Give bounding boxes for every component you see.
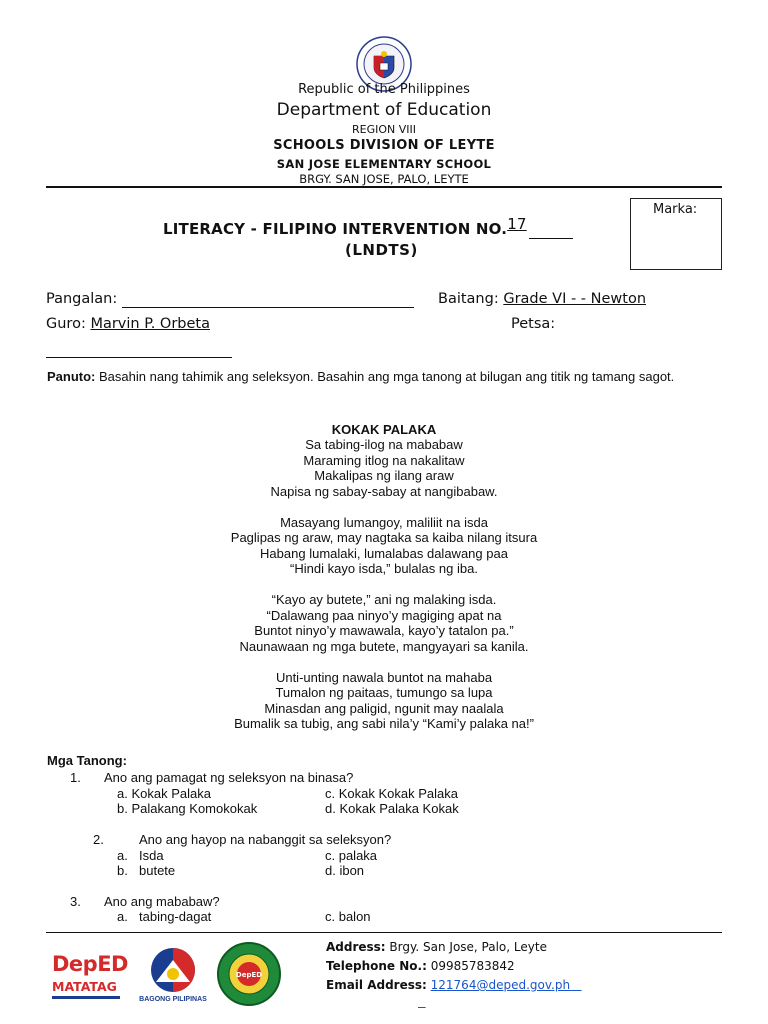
matatag-underline xyxy=(52,996,120,999)
poem-line: “Kayo ay butete,” ani ng malaking isda. xyxy=(271,592,497,607)
directions-label: Panuto: xyxy=(47,369,96,384)
date-blank[interactable] xyxy=(46,357,232,358)
email-link-trail-2 xyxy=(418,995,426,1009)
q2-choice-a[interactable]: Isda xyxy=(139,848,164,863)
poem-line: Bumalik sa tubig, ang sabi nila’y “Kami’y palaka na!” xyxy=(234,716,534,731)
header-region: REGION VIII xyxy=(351,123,416,136)
q2-choice-b[interactable]: butete xyxy=(139,863,176,878)
directions-text: Basahin nang tahimik ang seleksyon. Basahin ang mga tanong at bilugan ang titik ng tamang sagot. xyxy=(95,369,675,384)
email-link[interactable]: 121764@deped.gov.ph xyxy=(430,978,571,992)
poem-line: “Dalawang paa ninyo’y magiging apat na xyxy=(266,607,502,623)
q1-choice-c[interactable]: c. Kokak Kokak Palaka xyxy=(325,786,458,801)
teacher-value: Marvin P. Orbeta xyxy=(90,316,210,332)
school-seal-icon xyxy=(216,941,282,1007)
q1-choice-b[interactable]: b. Palakang Komokokak xyxy=(117,801,258,816)
q2-choice-b-letter[interactable]: b. xyxy=(117,863,128,878)
deped-logo xyxy=(52,952,128,999)
stanza-break xyxy=(0,499,768,515)
poem-body xyxy=(0,437,768,732)
poem-line: Naunawaan ng mga butete, mangyayari sa kanila. xyxy=(239,638,529,654)
poem-line: Unti-unting nawala buntot na mahaba xyxy=(275,669,493,685)
header-divider xyxy=(46,186,722,188)
header-department: Department of Education xyxy=(276,100,492,120)
worksheet-title xyxy=(163,215,573,239)
score-box[interactable] xyxy=(630,198,722,270)
poem-line: “Hindi kayo isda,” bulalas ng iba. xyxy=(290,561,478,576)
q3-text: Ano ang mababaw? xyxy=(104,894,220,909)
matatag-wordmark: MATATAG xyxy=(52,979,117,994)
poem-line: Makalipas ng ilang araw xyxy=(314,468,454,483)
questions-heading: Mga Tanong: xyxy=(47,753,127,768)
title-text: LITERACY - FILIPINO INTERVENTION NO. xyxy=(163,220,508,238)
stanza-break xyxy=(0,577,768,593)
poem-line: Maraming itlog na nakalitaw xyxy=(303,452,465,468)
footer-telephone xyxy=(326,959,515,973)
poem-title: KOKAK PALAKA xyxy=(331,422,437,437)
q3-choice-a-letter[interactable]: a. xyxy=(117,909,128,924)
poem-line: Masayang lumangoy, maliliit na isda xyxy=(280,514,488,530)
teacher-label: Guro: xyxy=(46,316,86,332)
teacher-field xyxy=(46,316,210,332)
grade-field xyxy=(438,291,646,307)
email-label: Email Address: xyxy=(326,978,427,992)
header-address: BRGY. SAN JOSE, PALO, LEYTE xyxy=(299,172,469,186)
poem-line: Sa tabing-ilog na mababaw xyxy=(305,437,463,452)
q3-choice-a[interactable]: tabing-dagat xyxy=(139,909,212,924)
name-field[interactable] xyxy=(46,291,414,308)
q1-choice-d[interactable]: d. Kokak Palaka Kokak xyxy=(325,801,459,816)
bagong-pilipinas-text: BAGONG PILIPINAS xyxy=(139,996,207,1003)
q2-choice-c[interactable]: c. palaka xyxy=(325,848,378,863)
footer-divider xyxy=(46,932,722,933)
header-country: Republic of the Philippines xyxy=(298,82,470,97)
poem-line: Napisa ng sabay-sabay at nangibabaw. xyxy=(270,483,498,499)
grade-value: Grade VI - - Newton xyxy=(503,291,647,307)
email-link-trail xyxy=(570,978,581,992)
score-label: Marka: xyxy=(653,202,698,217)
telephone-value: 09985783842 xyxy=(426,959,515,973)
poem-line: Minasdan ang paligid, ngunit may naalala xyxy=(264,700,504,716)
footer-address xyxy=(326,940,547,954)
q2-choice-a-letter[interactable]: a. xyxy=(117,848,128,863)
directions xyxy=(47,369,720,385)
poem-line: Paglipas ng araw, may nagtaka sa kaiba nilang itsura xyxy=(230,530,538,545)
header-school: SAN JOSE ELEMENTARY SCHOOL xyxy=(276,157,492,171)
poem-line: Buntot ninyo’y mawawala, kayo’y tatalon pa.” xyxy=(254,623,514,638)
bagong-pilipinas-logo-icon xyxy=(142,946,204,998)
intervention-number: 17 xyxy=(507,215,527,233)
q1-text: Ano ang pamagat ng seleksyon na binasa? xyxy=(104,770,354,785)
name-label: Pangalan: xyxy=(46,291,118,307)
q2-number: 2. xyxy=(93,832,104,847)
address-value: Brgy. San Jose, Palo, Leyte xyxy=(385,940,547,954)
date-label: Petsa: xyxy=(511,316,556,332)
q1-choice-a[interactable]: a. Kokak Palaka xyxy=(117,786,211,801)
poem-line: Tumalon ng paitaas, tumungo sa lupa xyxy=(275,685,493,700)
number-blank xyxy=(529,220,573,239)
q2-choice-d[interactable]: d. ibon xyxy=(325,863,365,878)
telephone-label: Telephone No.: xyxy=(326,959,427,973)
q2-text: Ano ang hayop na nabanggit sa seleksyon? xyxy=(139,832,392,847)
q1-number: 1. xyxy=(70,770,81,785)
q3-choice-c[interactable]: c. balon xyxy=(325,909,371,924)
poem-line: Habang lumalaki, lumalabas dalawang paa xyxy=(260,545,508,561)
worksheet-subtitle: (LNDTS) xyxy=(345,241,418,259)
header-division: SCHOOLS DIVISION OF LEYTE xyxy=(273,138,495,153)
date-field xyxy=(511,316,555,332)
footer-email xyxy=(326,978,582,992)
address-label: Address: xyxy=(326,940,386,954)
stanza-break xyxy=(0,654,768,670)
name-blank[interactable] xyxy=(122,291,414,308)
svg-text:DepED: DepED xyxy=(235,971,263,979)
deped-wordmark: DepED xyxy=(52,952,128,976)
grade-label: Baitang: xyxy=(438,291,499,307)
q3-number: 3. xyxy=(70,894,81,909)
